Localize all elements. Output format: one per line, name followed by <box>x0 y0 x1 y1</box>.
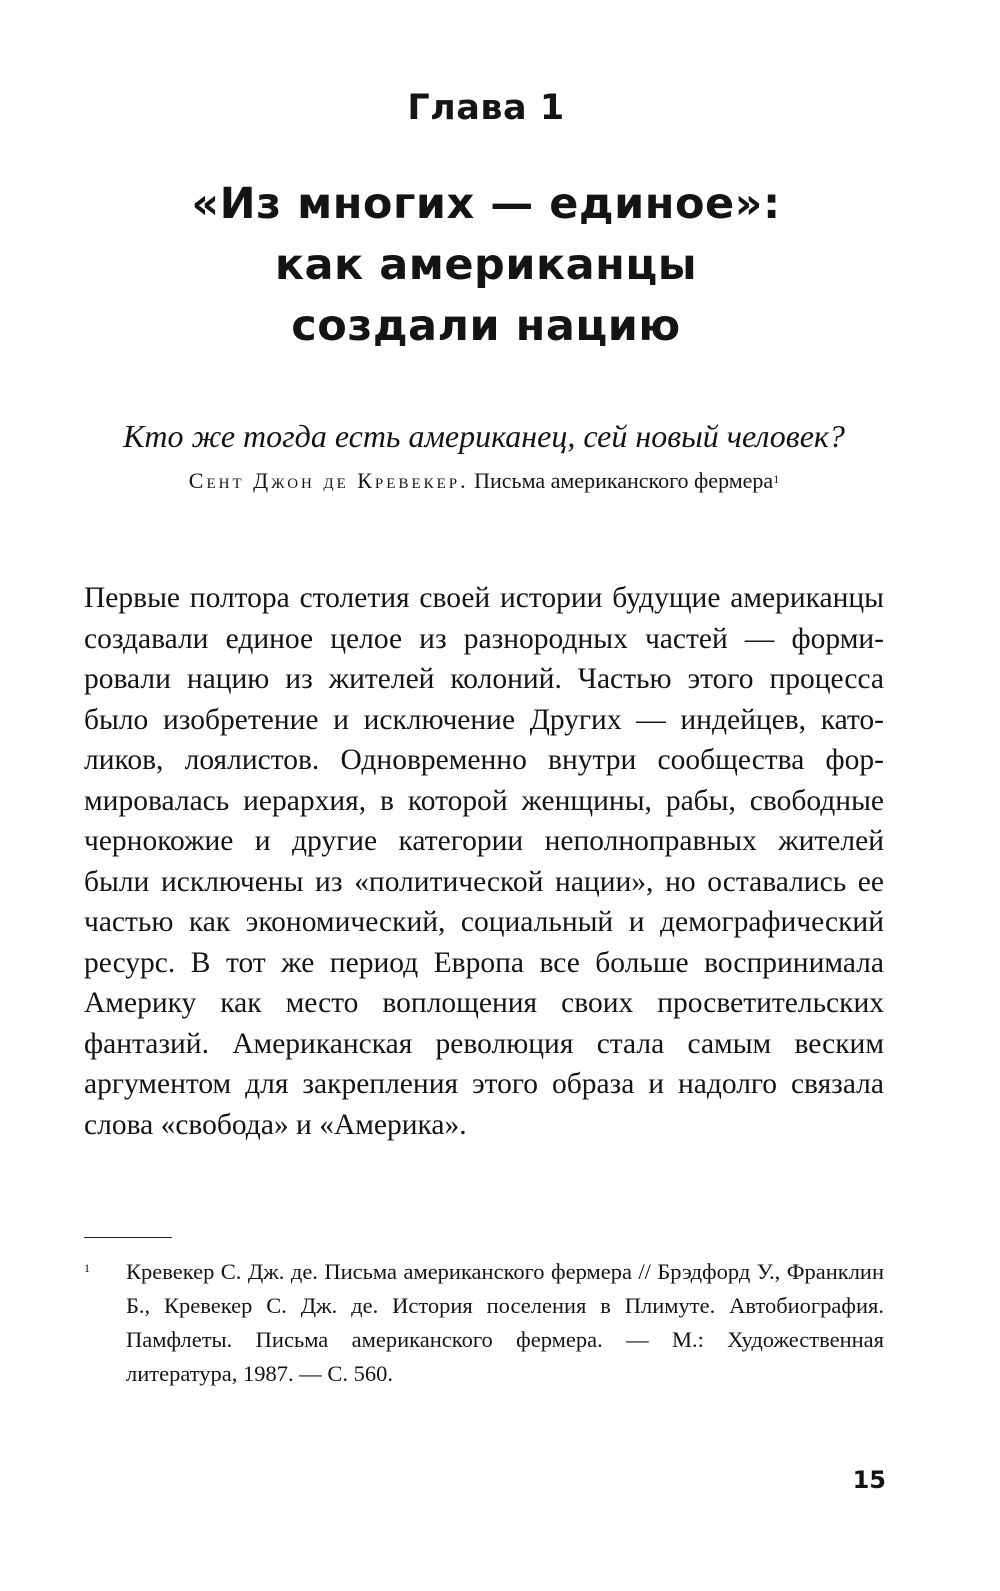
epigraph-footnote-ref: 1 <box>773 472 780 486</box>
chapter-title-line-1: «Из многих — единое»: <box>191 179 781 229</box>
epigraph-quote: Кто же тогда есть американец, сей новый человек? <box>123 418 845 454</box>
footnote-text: Кревекер С. Дж. де. Письма американского фермера // Брэдфорд У., Франклин Б., Кревекер С. Дж. де. История поселения в Плимуте. Автобиография. Памфлеты. Письма американского фермера. — М.: Художественная литература, 1987. — С. 560. <box>126 1259 884 1386</box>
chapter-title-line-3: создали нацию <box>291 301 681 351</box>
epigraph-work: Письма американского фермера <box>474 468 774 493</box>
chapter-title-line-2: как американцы <box>274 240 698 290</box>
page-number: 15 <box>852 1466 886 1494</box>
body-paragraph: Первые полтора столетия своей истории будущие американцы создавали единое целое из разнородных частей — формировали нацию из жителей колоний. Частью этого процесса было изобретение и исключение Других — индейцев, католиков, лоялистов. Одновременно внутри сообщества формировалась иерархия, в которой женщины, рабы, свободные чернокожие и другие категории неполноправных жителей были исключены из «политической нации», но оставались ее частью как экономический, социальный и демографический ресурс. В тот же период Европа все больше воспринимала Америку как место воплощения своих просветительских фантазий. Американская революция стала самым веским аргументом для закрепления этого образа и надолго связала слова «свобода» и «Америка». <box>84 582 884 1141</box>
chapter-title <box>0 174 972 357</box>
footnote-divider <box>84 1237 172 1238</box>
footnote <box>84 1255 884 1391</box>
chapter-label: Глава 1 <box>407 88 565 128</box>
epigraph-author: Сент Джон де Кревекер. <box>188 468 469 493</box>
footnote-marker: 1 <box>84 1261 90 1275</box>
epigraph-source <box>0 466 968 496</box>
